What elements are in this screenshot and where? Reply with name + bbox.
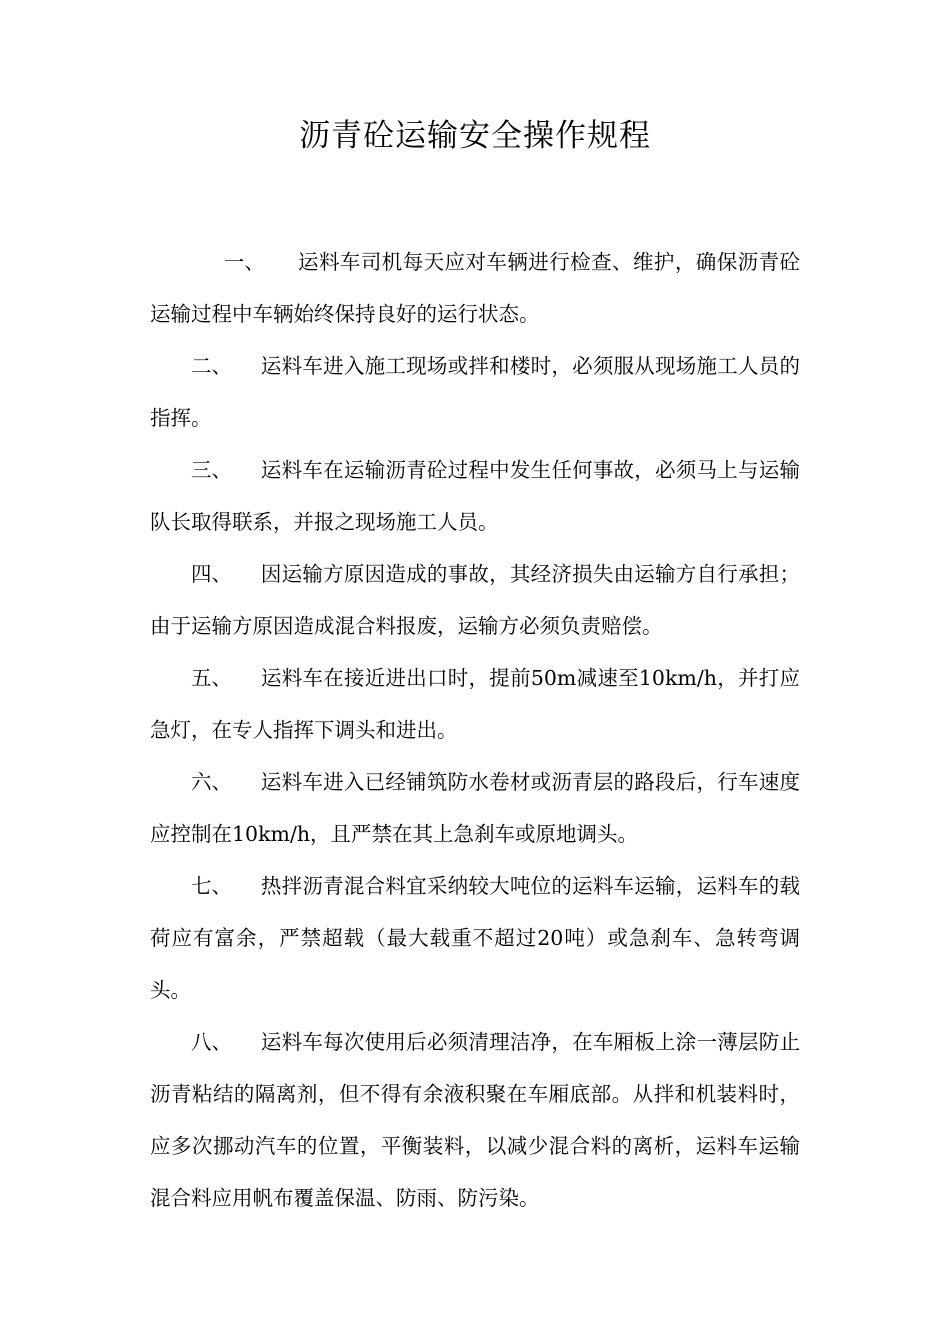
list-item <box>150 860 800 1016</box>
item-number: 八、 <box>191 1030 232 1054</box>
item-text: 因运输方原因造成的事故，其经济损失由运输方自行承担；由于运输方原因造成混合料报废，运输方必须负责赔偿。 <box>150 562 800 638</box>
list-item <box>150 340 800 444</box>
item-number: 六、 <box>191 770 232 794</box>
item-number: 七、 <box>191 874 232 898</box>
list-item <box>150 652 800 756</box>
item-text: 运料车司机每天应对车辆进行检查、维护，确保沥青砼运输过程中车辆始终保持良好的运行状态。 <box>150 250 800 326</box>
item-text: 运料车进入已经铺筑防水卷材或沥青层的路段后，行车速度应控制在10km/h，且严禁在其上急刹车或原地调头。 <box>150 770 800 846</box>
item-text: 热拌沥青混合料宜采纳较大吨位的运料车运输，运料车的载荷应有富余，严禁超载（最大载重不超过20吨）或急刹车、急转弯调头。 <box>150 874 800 1002</box>
list-item <box>150 236 800 340</box>
item-number: 四、 <box>191 562 232 586</box>
item-text: 运料车在接近进出口时，提前50m减速至10km/h，并打应急灯，在专人指挥下调头和进出。 <box>150 666 800 742</box>
item-number: 五、 <box>191 666 232 690</box>
item-text: 运料车在运输沥青砼过程中发生任何事故，必须马上与运输队长取得联系，并报之现场施工人员。 <box>150 458 800 534</box>
list-item <box>150 444 800 548</box>
item-text: 运料车每次使用后必须清理洁净，在车厢板上涂一薄层防止沥青粘结的隔离剂，但不得有余液积聚在车厢底部。从拌和机装料时，应多次挪动汽车的位置，平衡装料，以减少混合料的离析，运料车运输混合料应用帆布覆盖保温、防雨、防污染。 <box>150 1030 800 1210</box>
item-number: 二、 <box>191 354 232 378</box>
item-text: 运料车进入施工现场或拌和楼时，必须服从现场施工人员的指挥。 <box>150 354 800 430</box>
item-number: 三、 <box>191 458 232 482</box>
document-body <box>150 236 800 1224</box>
list-item <box>150 548 800 652</box>
item-number: 一、 <box>223 250 265 274</box>
list-item <box>150 756 800 860</box>
list-item <box>150 1016 800 1224</box>
page-title: 沥青砼运输安全操作规程 <box>299 118 651 154</box>
